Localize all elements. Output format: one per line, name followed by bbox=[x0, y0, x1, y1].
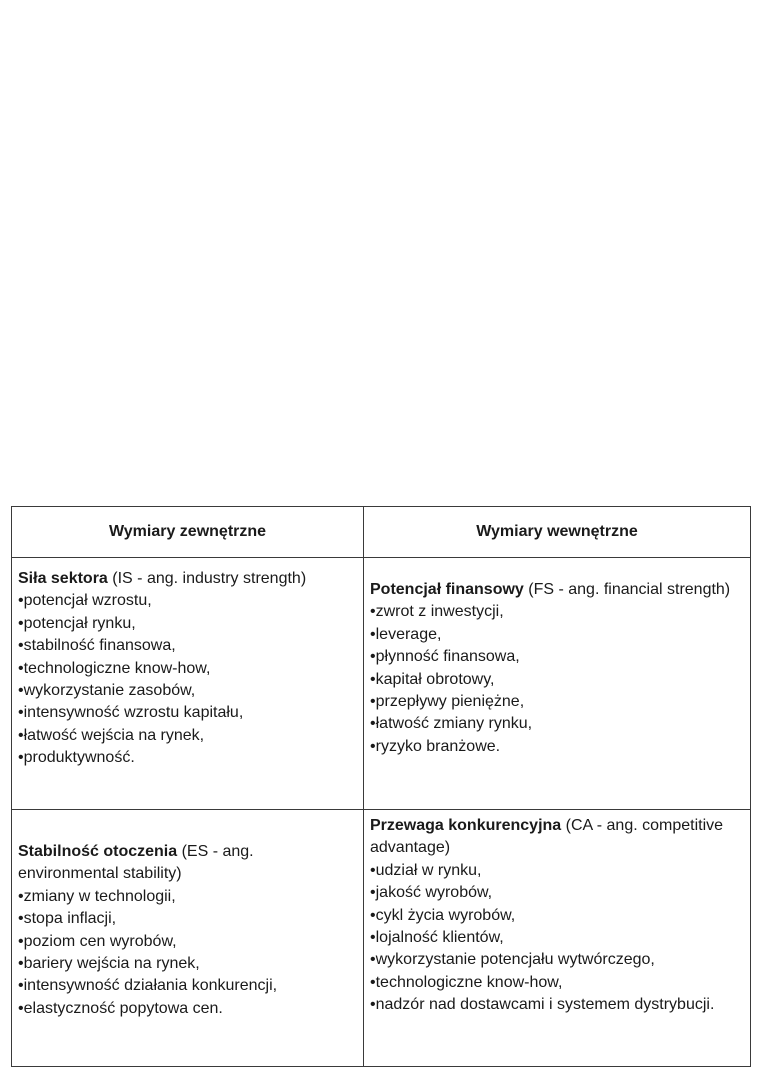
environmental-stability-cell bbox=[12, 810, 364, 1067]
list-item: • lojalność klientów, bbox=[370, 927, 744, 949]
list-item: • wykorzystanie potencjału wytwórczego, bbox=[370, 949, 744, 971]
industry-strength-title: Siła sektora bbox=[18, 570, 108, 587]
header-external-dimensions: Wymiary zewnętrzne bbox=[12, 507, 364, 558]
list-item: • potencjał wzrostu, bbox=[18, 590, 357, 612]
list-item: • łatwość wejścia na rynek, bbox=[18, 725, 357, 747]
list-item: • zwrot z inwestycji, bbox=[370, 601, 744, 623]
list-item: • kapitał obrotowy, bbox=[370, 669, 744, 691]
list-item: • leverage, bbox=[370, 624, 744, 646]
list-item: • bariery wejścia na rynek, bbox=[18, 953, 357, 975]
competitive-advantage-cell bbox=[364, 810, 751, 1067]
competitive-advantage-desc: (CA - ang. competitive advantage) bbox=[370, 817, 724, 857]
header-internal-dimensions: Wymiary wewnętrzne bbox=[364, 507, 751, 558]
financial-strength-title: Potencjał finansowy bbox=[370, 581, 524, 598]
list-item: • technologiczne know-how, bbox=[370, 972, 744, 994]
list-item: • wykorzystanie zasobów, bbox=[18, 680, 357, 702]
header-row bbox=[12, 507, 751, 558]
list-item: • łatwość zmiany rynku, bbox=[370, 713, 744, 735]
list-item: • płynność finansowa, bbox=[370, 646, 744, 668]
list-item: • udział w rynku, bbox=[370, 860, 744, 882]
financial-strength-cell bbox=[364, 558, 751, 810]
list-item: • zmiany w technologii, bbox=[18, 886, 357, 908]
dimensions-table bbox=[11, 506, 751, 1067]
list-item: • intensywność wzrostu kapitału, bbox=[18, 702, 357, 724]
table-row bbox=[12, 558, 751, 810]
list-item: • stabilność finansowa, bbox=[18, 635, 357, 657]
environmental-stability-desc: (ES - ang. environmental stability) bbox=[18, 843, 254, 883]
table-row bbox=[12, 810, 751, 1067]
competitive-advantage-title: Przewaga konkurencyjna bbox=[370, 817, 562, 834]
dimensions-table-container bbox=[11, 506, 750, 1067]
environmental-stability-title: Stabilność otoczenia bbox=[18, 843, 178, 860]
financial-strength-desc: (FS - ang. financial strength) bbox=[528, 581, 731, 598]
list-item: • potencjał rynku, bbox=[18, 613, 357, 635]
list-item: • elastyczność popytowa cen. bbox=[18, 998, 357, 1020]
industry-strength-desc: (IS - ang. industry strength) bbox=[112, 570, 307, 587]
list-item: • produktywność. bbox=[18, 747, 357, 769]
list-item: • intensywność działania konkurencji, bbox=[18, 975, 357, 997]
list-item: • ryzyko branżowe. bbox=[370, 736, 744, 758]
list-item: • cykl życia wyrobów, bbox=[370, 905, 744, 927]
list-item: • technologiczne know-how, bbox=[18, 658, 357, 680]
industry-strength-cell bbox=[12, 558, 364, 810]
list-item: • poziom cen wyrobów, bbox=[18, 931, 357, 953]
list-item: • przepływy pieniężne, bbox=[370, 691, 744, 713]
list-item: • nadzór nad dostawcami i systemem dystrybucji. bbox=[370, 994, 744, 1016]
list-item: • jakość wyrobów, bbox=[370, 882, 744, 904]
list-item: • stopa inflacji, bbox=[18, 908, 357, 930]
